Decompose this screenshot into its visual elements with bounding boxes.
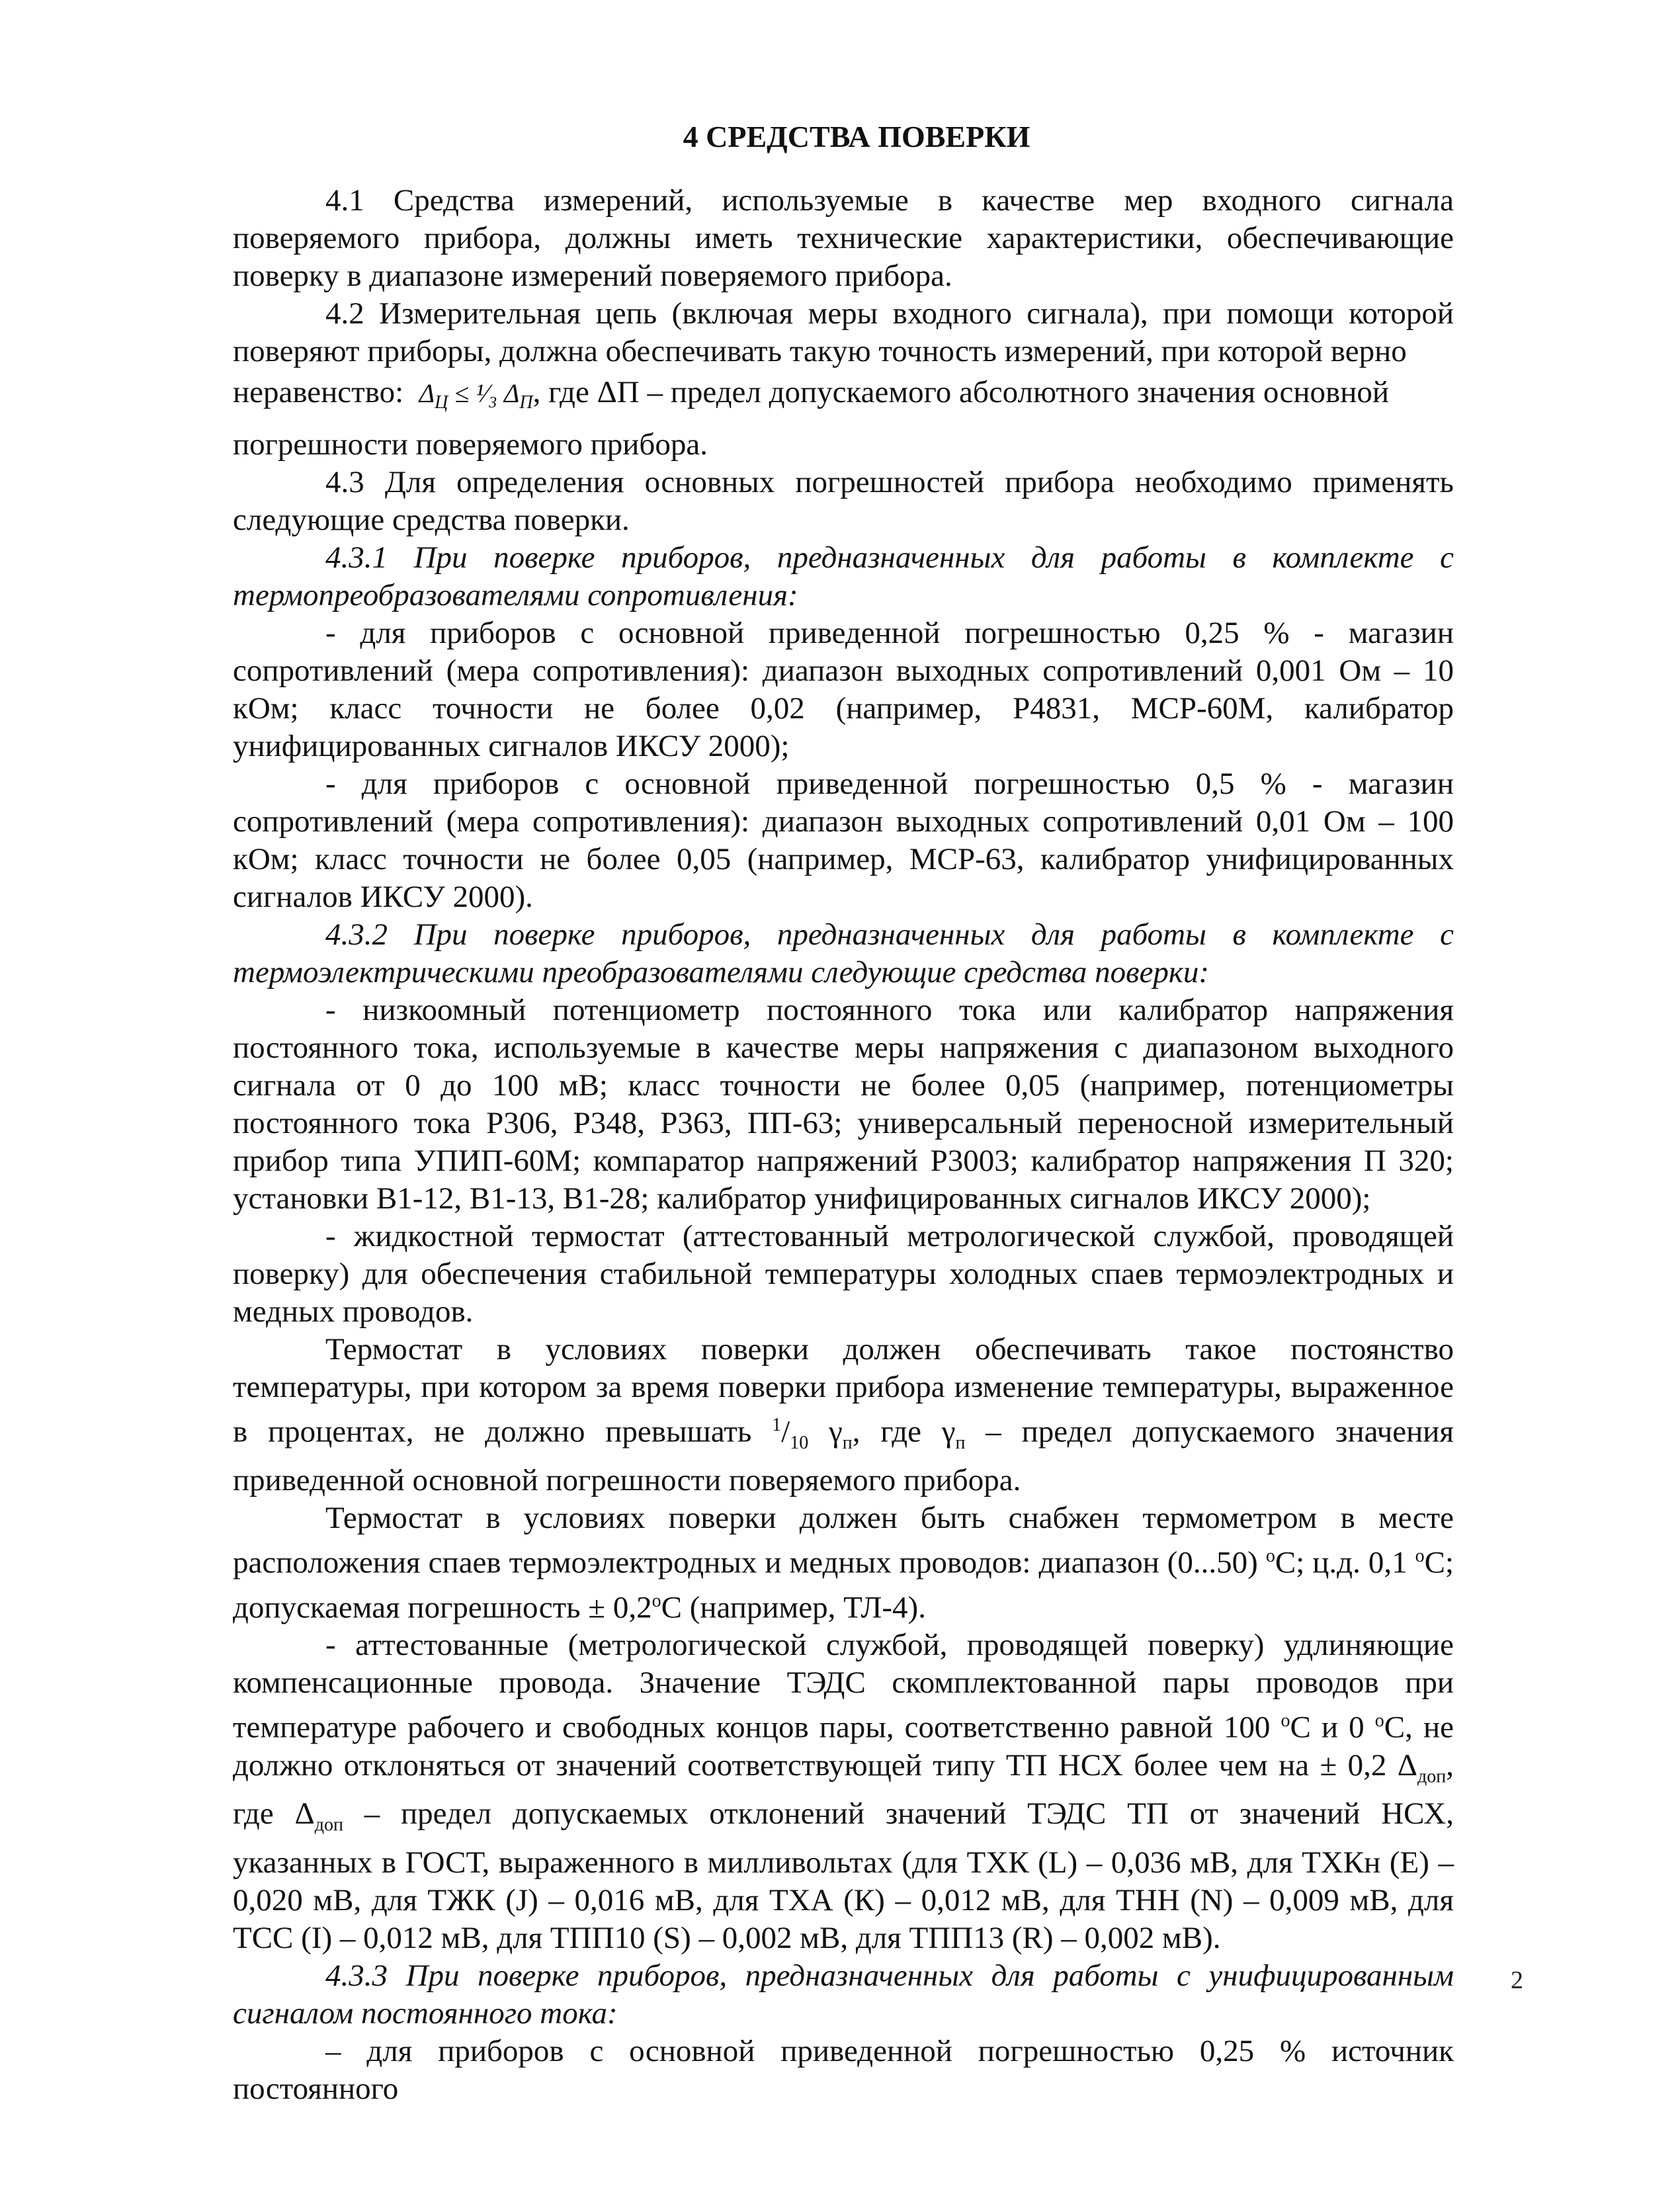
paragraph-4-2-end: погрешности поверяемого прибора. — [233, 427, 708, 462]
thermostat-paragraph-1: Термостат в условиях поверки должен обеспечивать такое постоянство температуры, при котором за время поверки прибора изменение температуры, выраженное в процентах, не должно превышать $^1/_{10}$ $\gamma_п$, где $\gamma_п$ – предел допускаемого значения приведенной основной погрешности поверяемого прибора. — [233, 1332, 1454, 1498]
paragraph-4-3: 4.3 Для определения основных погрешностей прибора необходимо применять следующие средства поверки. — [233, 465, 1454, 537]
paragraph-4-3-1-title: 4.3.1 При поверке приборов, предназначенных для работы в комплекте с термопреобразователями сопротивления: — [233, 540, 1454, 612]
list-item: - жидкостной термостат (аттестованный метрологической службой, проводящей поверку) для обеспечения стабильной температуры холодных спаев термоэлектродных и медных проводов. — [233, 1219, 1454, 1329]
list-item: - низкоомный потенциометр постоянного тока или калибратор напряжения постоянного тока, используемые в качестве меры напряжения с диапазоном выходного сигнала от 0 до 100 мВ; класс точности не более 0,05 (например, потенциометры постоянного тока Р306, Р348, Р363, ПП-63; универсальный переносной измерительный прибор типа УПИП-60М; компаратор напряжений Р3003; калибратор напряжения П 320; установки В1-12, В1-13, В1-28; калибратор унифицированных сигналов ИКСУ 2000); — [233, 993, 1454, 1216]
compensation-wires-paragraph: - аттестованные (метрологической службой, проводящей поверку) удлиняющие компенсационные провода. Значение ТЭДС скомплектованной пары проводов при температуре рабочего и свободных концов пары, соответственно равной 100 $^о$С и 0 $^о$С, не должно отклоняться от значений соответствующей типу ТП НСХ более чем на ± 0,2 $\Delta_{доп}$, где $\Delta_{доп}$ – предел допускаемых отклонений значений ТЭДС ТП от значений НСХ, указанных в ГОСТ, выраженного в милливольтах (для ТХК (L) – 0,036 мВ, для ТХКн (Е) – 0,020 мВ, для ТЖК (J) – 0,016 мВ, для ТХА (К) – 0,012 мВ, для ТНН (N) – 0,009 мВ, для ТСС (I) – 0,012 мВ, для ТПП10 (S) – 0,002 мВ, для ТПП13 (R) – 0,002 мВ). — [233, 1628, 1454, 1955]
section-heading: 4 СРЕДСТВА ПОВЕРКИ — [683, 120, 1030, 153]
list-item: - для приборов с основной приведенной погрешностью 0,5 % - магазин сопротивлений (мера сопротивления): диапазон выходных сопротивлений 0,01 Ом – 100 кОм; класс точности не более 0,05 (например, МСР-63, калибратор унифицированных сигналов ИКСУ 2000). — [233, 767, 1454, 914]
paragraph-4-2 — [233, 295, 1454, 370]
thermostat-paragraph-2: Термостат в условиях поверки должен быть снабжен термометром в месте расположения спаев термоэлектродных и медных проводов: диапазон (0...50) $^о$С; ц.д. 0,1 $^о$С; допускаемая погрешность ± $0,2^оС$ (например, ТЛ-4). — [233, 1501, 1454, 1625]
paragraph-4-1: 4.1 Средства измерений, используемые в качестве мер входного сигнала поверяемого прибора, должны иметь технические характеристики, обеспечивающие поверку в диапазоне измерений поверяемого прибора. — [233, 183, 1454, 293]
list-item: - для приборов с основной приведенной погрешностью 0,25 % - магазин сопротивлений (мера сопротивления): диапазон выходных сопротивлений 0,001 Ом – 10 кОм; класс точности не более 0,02 (например, Р4831, МСР-60М, калибратор унифицированных сигналов ИКСУ 2000); — [233, 616, 1454, 763]
document-page — [233, 99, 1454, 2108]
inequality-formula: $\Delta_Ц$ ≤ ¹⁄₃ $\Delta_П$ — [419, 378, 533, 413]
paragraph-4-3-2-title: 4.3.2 При поверке приборов, предназначенных для работы в комплекте с термоэлектрическими преобразователями следующие средства поверки: — [233, 917, 1454, 989]
paragraph-4-2-formula-line — [233, 370, 1454, 425]
paragraph-4-3-3-title: 4.3.3 При поверке приборов, предназначенных для работы с унифицированным сигналом постоянного тока: — [233, 1958, 1454, 2031]
paragraph-4-2-text: 4.2 Измерительная цепь (включая меры входного сигнала), при помощи которой поверяют приборы, должна обеспечивать такую точность измерений, при которой верно — [233, 296, 1454, 368]
inequality-explanation: , где ΔП – предел допускаемого абсолютного значения основной — [532, 375, 1390, 409]
list-item: – для приборов с основной приведенной погрешностью 0,25 % источник постоянного — [233, 2033, 1454, 2106]
inequality-label: неравенство: — [233, 375, 404, 409]
page-number: 2 — [1511, 1966, 1523, 1994]
